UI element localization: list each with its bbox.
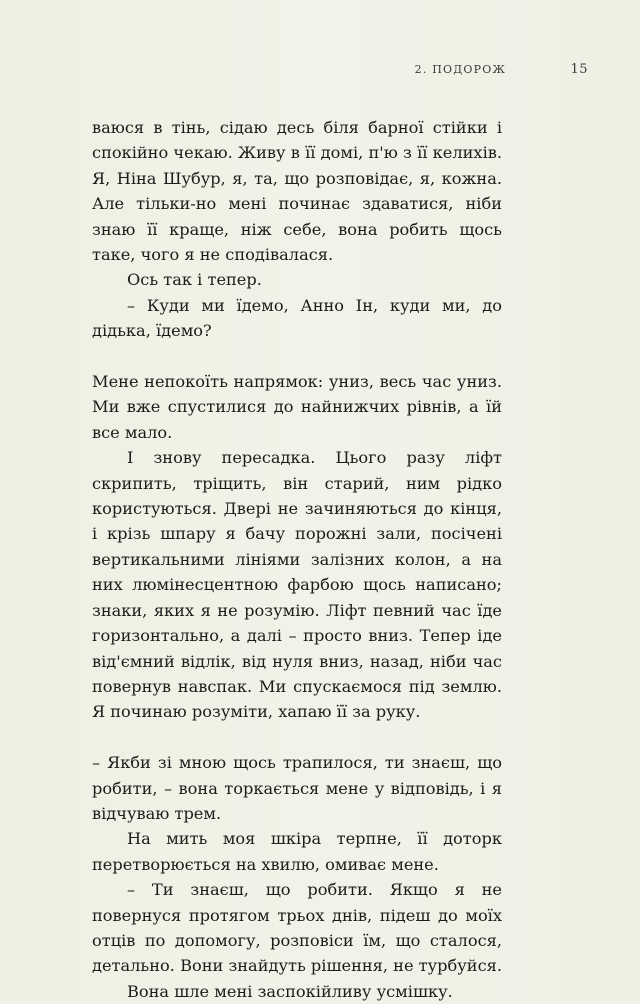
paragraph: Вона шле мені заспокійливу усмішку. xyxy=(127,981,453,1001)
dialogue-line: – Якби зі мною щось трапилося, ти знаєш, що робити, – вона торкається мене у відповідь, і я відчуваю трем. xyxy=(92,753,502,823)
body-text xyxy=(92,115,502,1004)
chapter-title: 2. ПОДОРОЖ xyxy=(414,63,506,76)
paragraph: ваюся в тінь, сідаю десь біля барної стійки і спокійно чекаю. Живу в її домі, п'ю з її келихів. Я, Ніна Шубур, я, та, що розповідає, я, кожна. Але тільки-но мені починає здаватися, ніби знаю її краще, ніж себе, вона робить щось таке, чого я не сподівалася. xyxy=(92,118,502,265)
running-head xyxy=(92,63,588,83)
paragraph: І знову пересадка. Цього разу ліфт скрипить, тріщить, він старий, ним рідко користуються. Двері не зачиняються до кінця, і крізь шпару я бачу порожні зали, посічені вертикальними лініями залізних колон, а на них люмінесцентною фарбою щось написано; знаки, яких я не розумію. Ліфт певний час їде горизонтально, а далі – просто вниз. Тепер іде від'ємний відлік, від нуля вниз, назад, ніби час повернув навспак. Ми спускаємося під землю. Я починаю розуміти, хапаю її за руку. xyxy=(92,448,502,722)
dialogue-line: – Ти знаєш, що робити. Якщо я не повернуся протягом трьох днів, підеш до моїх отців по допомогу, розповіси їм, що сталося, детально. Вони знайдуть рішення, не турбуйся. xyxy=(92,880,502,976)
paragraph: На мить моя шкіра терпне, її доторк перетворюється на хвилю, омиває мене. xyxy=(92,829,502,874)
dialogue-line: – Куди ми їдемо, Анно Ін, куди ми, до дідька, їдемо? xyxy=(92,295,502,341)
paragraph: Мене непокоїть напрямок: униз, весь час униз. Ми вже спустилися до найнижчих рівнів, а їй все мало. xyxy=(92,372,502,442)
paragraph: Ось так і тепер. xyxy=(127,270,262,290)
page-number: 15 xyxy=(570,62,588,77)
